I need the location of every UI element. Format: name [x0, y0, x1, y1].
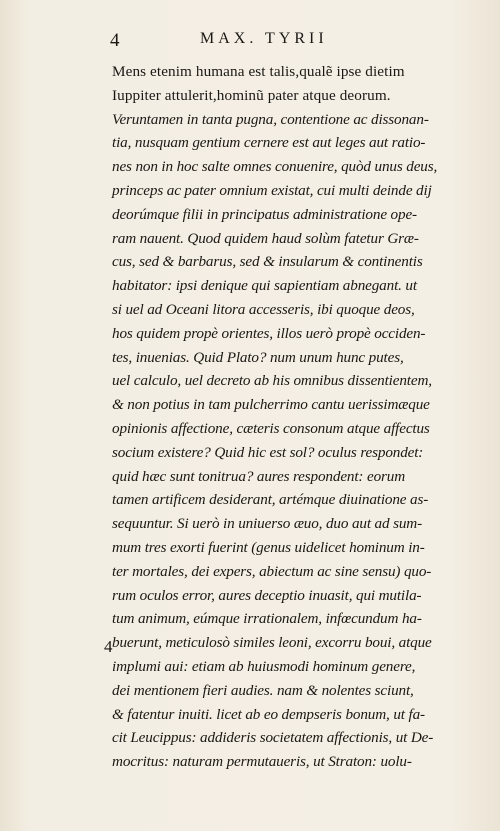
text-line: cit Leucippus: addideris societatem affectionis, ut De- — [112, 729, 434, 747]
verse-line: Iuppiter attulerit,hominũ pater atque deorum. — [112, 86, 391, 104]
text-line: mocritus: naturam permutaueris, ut Straton: uolu- — [112, 753, 412, 771]
text-line: quid hæc sunt tonitrua? aures respondent: eorum — [112, 467, 406, 485]
text-line: cus, sed & barbarus, sed & insularum & continentis — [112, 253, 423, 271]
text-line: dei mentionem fieri audies. nam & nolentes sciunt, — [112, 681, 414, 699]
text-block — [112, 60, 490, 774]
text-line: buerunt, meticulosò similes leoni, excorru boui, atque — [112, 634, 432, 652]
text-line: implumi aui: etiam ab huiusmodi hominum genere, — [112, 657, 416, 675]
text-line: hos quidem propè orientes, illos uerò propè occiden- — [112, 324, 426, 342]
text-line: Veruntamen in tanta pugna, contentione ac dissonan- — [112, 110, 429, 128]
text-line: & fatentur inuiti. licet ab eo dempseris bonum, ut fa- — [112, 705, 425, 723]
text-line: tamen artificem desiderant, artémque diuinatione as- — [112, 491, 429, 509]
text-line: uel calculo, uel decreto ab his omnibus dissentientem, — [112, 372, 432, 390]
text-line: socium existere? Quid hic est sol? oculus respondet: — [112, 443, 424, 461]
text-line: si uel ad Oceani litora accesseris, ibi quoque deos, — [112, 300, 415, 318]
text-line: princeps ac pater omnium existat, cui multi deinde dij — [112, 181, 432, 199]
running-head: MAX. TYRII — [200, 30, 328, 47]
verse-line: Mens etenim humana est talis,qualẽ ipse dietim — [112, 63, 405, 80]
page-number: 4 — [110, 30, 120, 51]
margin-note: 4 — [104, 637, 113, 656]
text-line: ram nauent. Quod quidem haud solùm fatetur Græ- — [112, 229, 419, 247]
text-line: & non potius in tam pulcherrimo cantu uerissimæque — [112, 396, 430, 414]
text-line: rum oculos error, aures deceptio inuasit, qui mutila- — [112, 586, 422, 604]
text-line: deorúmque filii in principatus administratione ope- — [112, 205, 417, 223]
text-line: tes, inuenias. Quid Plato? num unum hunc putes, — [112, 348, 404, 366]
text-line: habitator: ipsi denique qui sapientiam abnegant. ut — [112, 277, 417, 295]
text-line: tia, nusquam gentium cernere est aut leges aut ratio- — [112, 134, 426, 152]
text-line: nes non in hoc salte omnes conuenire, quòd unus deus, — [112, 158, 438, 176]
text-line: sequuntur. Si uerò in uniuerso æuo, duo aut ad sum- — [112, 515, 423, 533]
page-header — [0, 28, 500, 52]
text-line: tum animum, eúmque irrationalem, infœcundum ha- — [112, 610, 422, 628]
text-line: ter mortales, dei expers, abiectum ac sine sensu) quo- — [112, 562, 432, 580]
text-line: mum tres exorti fuerint (genus uidelicet hominum in- — [112, 538, 425, 556]
text-line: opinionis affectione, cæteris consonum atque affectus — [112, 419, 430, 437]
